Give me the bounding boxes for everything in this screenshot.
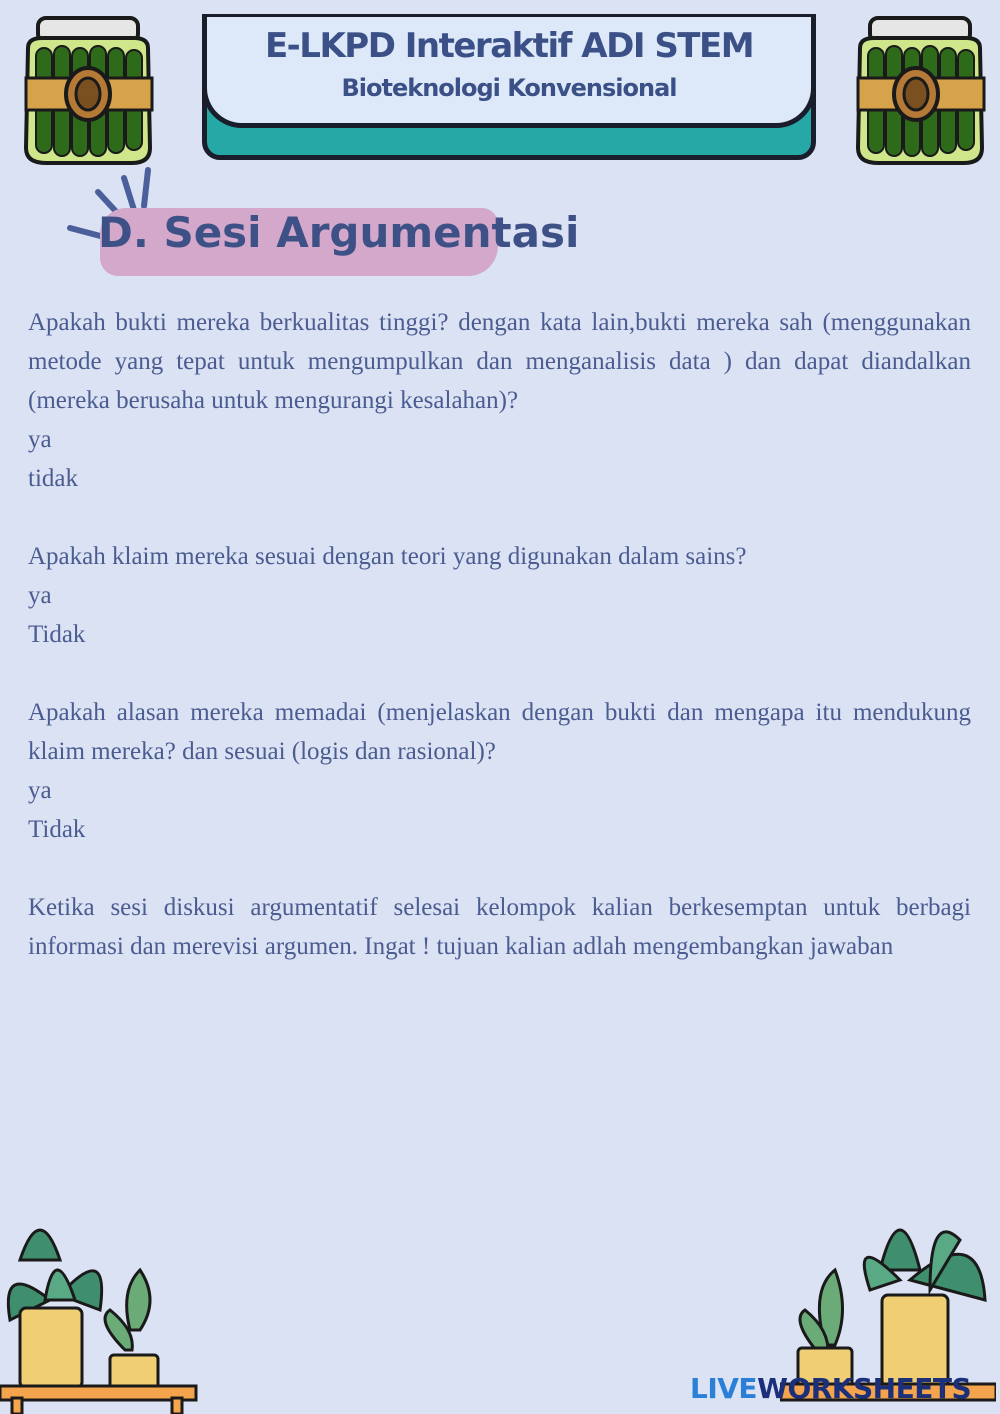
liveworksheets-watermark <box>690 1372 990 1406</box>
page-title: E-LKPD Interaktif ADI STEM <box>264 26 754 66</box>
worksheet-content <box>28 303 971 966</box>
closing-paragraph: Ketika sesi diskusi argumentatif selesai kelompok kalian berkesemptan untuk berbagi informasi dan merevisi argumen. Ingat ! tujuan kalian adlah mengembangkan jawaban <box>28 894 971 960</box>
pickle-jar-icon-left <box>14 8 164 168</box>
spacer <box>28 498 971 537</box>
spacer <box>28 654 971 693</box>
question-2: Apakah klaim mereka sesuai dengan teori yang digunakan dalam sains? <box>28 543 747 570</box>
spacer <box>28 849 971 888</box>
question-3: Apakah alasan mereka memadai (menjelaskan dengan bukti dan mengapa itu mendukung klaim mereka? dan sesuai (logis dan rasional)? <box>28 699 971 765</box>
option-no-3[interactable]: Tidak <box>28 816 86 843</box>
pickle-jar-icon-right <box>846 8 996 168</box>
question-1: Apakah bukti mereka berkualitas tinggi? dengan kata lain,bukti mereka sah (menggunakan metode yang tepat untuk mengumpulkan dan menganalisis data ) dan dapat diandalkan (mereka berusaha untuk mengurangi kesalahan)? <box>28 309 971 414</box>
potted-plants-icon-left <box>0 1200 200 1414</box>
option-no-1[interactable]: tidak <box>28 465 78 492</box>
page-subtitle: Bioteknologi Konvensional <box>341 74 677 102</box>
section-heading: D. Sesi Argumentasi <box>98 208 580 257</box>
watermark-live: LIVE <box>690 1372 758 1405</box>
option-yes-3[interactable]: ya <box>28 777 52 804</box>
option-no-2[interactable]: Tidak <box>28 621 86 648</box>
option-yes-2[interactable]: ya <box>28 582 52 609</box>
watermark-worksheets: WORKSHEETS <box>757 1372 972 1405</box>
option-yes-1[interactable]: ya <box>28 426 52 453</box>
